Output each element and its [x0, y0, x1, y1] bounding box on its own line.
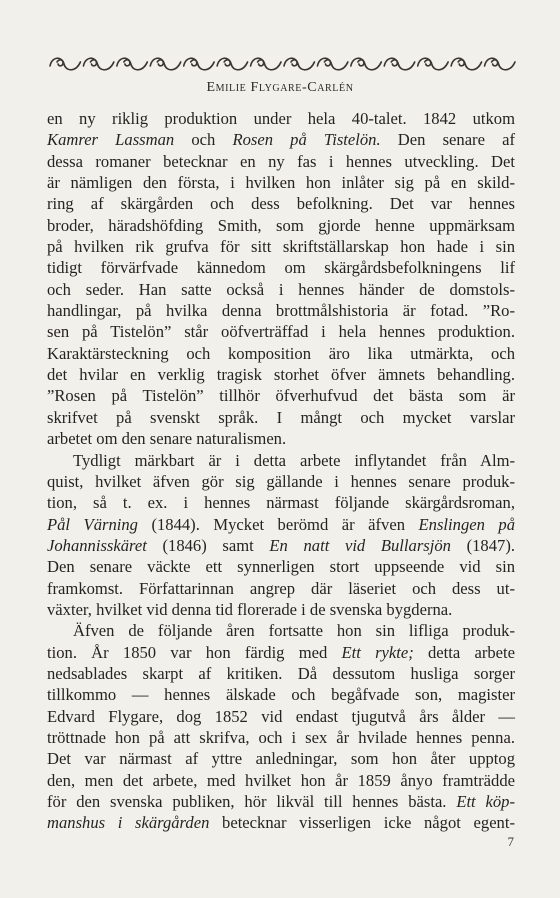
ornament-scroll — [317, 58, 347, 70]
text-line — [47, 172, 515, 193]
text-run: (1847). — [450, 535, 515, 555]
text-line — [47, 428, 515, 449]
running-head: Emilie Flygare-Carlén — [206, 80, 354, 95]
italic-title: Ett rykte; — [341, 642, 414, 662]
ornament-curl — [157, 60, 163, 66]
ornament-curl — [291, 60, 297, 66]
ornament-scroll — [384, 58, 414, 70]
text-run: på hvilken rik grufva för sitt skriftställarskap hon hade i sin — [47, 237, 515, 257]
ornament-curl — [358, 60, 364, 66]
text-line — [47, 215, 515, 236]
ornament-curl — [492, 60, 498, 66]
italic-title: Ett köp- — [456, 792, 515, 811]
text-line — [47, 364, 515, 385]
text-run: är nämligen den första, i hvilken hon inlåter sig på en skild- — [47, 173, 515, 193]
text-run: tion, så t. ex. i hennes närmast följande skärgårdsroman, — [47, 493, 515, 513]
text-run: Den senare väckte ett synnerligen stort uppseende vid sin — [47, 557, 515, 577]
text-run: arbetet om den senare naturalismen. — [47, 429, 287, 449]
ornament-scroll — [217, 58, 247, 70]
text-run: för den svenska publiken, hör likväl till hennes bästa. — [47, 792, 457, 811]
text-line — [47, 108, 515, 129]
ornament-curl — [258, 60, 264, 66]
ornament-curl — [124, 60, 130, 66]
ornament-scroll — [351, 58, 381, 70]
text-line — [47, 578, 515, 599]
text-line — [47, 684, 515, 705]
ornament-scroll — [485, 58, 515, 70]
text-run: sen på Tistelön” står oöfverträffad i hela hennes produktion. — [47, 322, 515, 342]
ornament-curl — [90, 60, 96, 66]
ornament-scroll — [284, 58, 314, 70]
text-run: tion. År 1850 var hon färdig med — [47, 642, 342, 662]
ornament-scroll — [418, 58, 448, 70]
text-run: quist, hvilket äfven gör sig gällande i hennes senare produk- — [47, 471, 515, 491]
text-run: detta arbete — [413, 642, 516, 662]
text-line — [47, 620, 515, 641]
ornament-curl — [191, 60, 197, 66]
italic-title: manshus i skärgården — [47, 813, 210, 833]
text-run: Det var närmast af yttre anledningar, som hon åter upptog — [47, 749, 515, 769]
text-line — [47, 599, 515, 620]
ornament-curl — [324, 60, 330, 66]
italic-title: Johannisskäret — [47, 535, 147, 555]
text-run: (1844). Mycket berömd är äfven — [137, 514, 419, 534]
ornament-scroll — [451, 58, 481, 70]
text-line — [47, 727, 515, 748]
text-line — [47, 257, 515, 278]
text-run: framkomst. Författarinnan angrep där läseriet och dess ut- — [47, 578, 515, 598]
ornament-scroll — [150, 58, 180, 70]
text-line — [47, 471, 515, 492]
text-line — [47, 129, 515, 150]
italic-title: Kamrer Lassman — [47, 130, 175, 150]
italic-title: Enslingen på — [418, 514, 516, 534]
text-run: det hvilar en verklig tragisk storhet öfver ämnets behandling. — [47, 365, 515, 385]
page-number: 7 — [507, 834, 514, 849]
text-line — [47, 642, 515, 663]
text-run: tidigt förvärfvade kännedom om skärgårdsbefolkningens lif — [47, 258, 515, 278]
ornament-scroll — [251, 58, 281, 70]
text-run: Äfven de följande åren fortsatte hon sin lifliga produk- — [73, 621, 515, 641]
italic-title: Rosen på Tistelön. — [232, 130, 381, 150]
text-run: växter, hvilket vid denna tid florerade i de svenska bygderna. — [47, 599, 453, 619]
text-line — [47, 151, 515, 172]
decorative-ornament-band — [48, 52, 516, 76]
text-line — [47, 556, 515, 577]
text-line — [47, 812, 515, 833]
ornament-scroll — [50, 58, 80, 70]
text-line — [47, 407, 515, 428]
text-run: betecknar visserligen icke något egent- — [209, 813, 515, 833]
text-line — [47, 663, 515, 684]
text-run: och — [174, 130, 233, 150]
text-line — [47, 343, 515, 364]
text-line — [47, 385, 515, 406]
text-run: ”Rosen på Tistelön” tillhör öfverhufvud det bästa som är — [47, 386, 515, 406]
text-run: Tydligt märkbart är i detta arbete inflytandet från Alm- — [73, 450, 515, 470]
text-run: tillkommo — hennes älskade och begåfvade son, magister — [47, 685, 515, 705]
text-line — [47, 535, 515, 556]
text-line — [47, 279, 515, 300]
italic-title: Pål Värning — [47, 514, 138, 534]
text-line — [47, 791, 515, 812]
text-line — [47, 300, 515, 321]
text-line — [47, 706, 515, 727]
text-run: Edvard Flygare, dog 1852 vid endast tjugutvå års ålder — — [47, 706, 515, 726]
ornament-curl — [224, 60, 230, 66]
text-run: Karaktärsteckning och komposition äro lika utmärkta, och — [47, 343, 515, 363]
ornament-curl — [458, 60, 464, 66]
text-run: (1846) samt — [146, 535, 270, 555]
text-run: en ny riklig produktion under hela 40-talet. 1842 utkom — [47, 109, 515, 128]
ornament-scroll — [117, 58, 147, 70]
body-text — [47, 108, 515, 834]
text-run: ring af skärgården och dess befolkning. Det var hennes — [47, 194, 515, 214]
text-run: handlingar, på hvilka denna brottmålshistoria är fotad. ”Ro- — [47, 301, 515, 321]
text-line — [47, 770, 515, 791]
ornament-curl — [425, 60, 431, 66]
text-run: broder, häradshöfding Smith, som gjorde henne uppmärksam — [47, 215, 515, 235]
text-line — [47, 450, 515, 471]
text-line — [47, 236, 515, 257]
ornament-curl — [57, 60, 63, 66]
text-line — [47, 492, 515, 513]
ornament-curl — [391, 60, 397, 66]
ornament-scroll — [184, 58, 214, 70]
text-line — [47, 321, 515, 342]
ornament-scroll — [83, 58, 113, 70]
text-run: den, men det arbete, med hvilket hon år 1859 ånyo framträdde — [47, 770, 515, 790]
italic-title: En natt vid Bullarsjön — [269, 535, 451, 555]
text-run: nedsablades skarpt af kritiken. Då dessutom husliga sorger — [47, 663, 515, 683]
text-line — [47, 193, 515, 214]
text-run: tröttnade hon på att skrifva, och i sex år hvilade hennes penna. — [47, 727, 515, 747]
text-run: Den senare af — [380, 130, 515, 150]
text-line — [47, 748, 515, 769]
text-run: dessa romaner betecknar en ny fas i hennes utveckling. Det — [47, 151, 515, 171]
text-line — [47, 514, 515, 535]
text-run: skrifvet på svenskt språk. I mångt och mycket varslar — [47, 407, 515, 427]
text-run: och seder. Han satte också i hennes händer de domstols- — [47, 279, 515, 299]
